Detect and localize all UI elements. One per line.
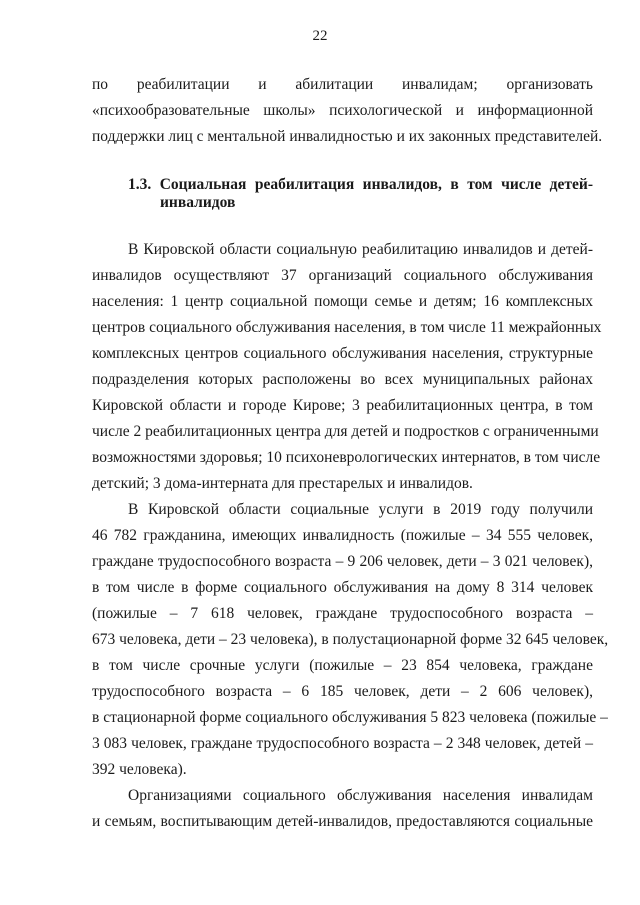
text-line: В Кировской области социальные услуги в 2019 году получили (128, 501, 593, 518)
text-line: В Кировской области социальную реабилитацию инвалидов и детей- (128, 241, 593, 258)
text-line: центров социального обслуживания населения, в том числе 11 межрайонных (92, 319, 602, 336)
text-line: 3 083 человек, граждане трудоспособного возраста – 2 348 человек, детей – (92, 735, 593, 752)
text-line: в том числе в форме социального обслуживания на дому 8 314 человек (92, 579, 593, 596)
page-number: 22 (312, 28, 328, 44)
text-line: Кировской области и городе Кирове; 3 реабилитационных центра, в том (92, 397, 593, 414)
text-line: «психообразовательные школы» психологической и информационной (92, 102, 593, 119)
section-heading-line: инвалидов (160, 194, 236, 211)
text-line: в том числе срочные услуги (пожилые – 23 854 человека, граждане (92, 657, 593, 674)
text-line: трудоспособного возраста – 6 185 человек, дети – 2 606 человек), (92, 683, 593, 700)
text-line: комплексных центров социального обслуживания населения, структурные (92, 345, 593, 362)
text-line: (пожилые – 7 618 человек, граждане трудоспособного возраста – (92, 605, 593, 622)
text-line: Организациями социального обслуживания населения инвалидам (128, 787, 593, 804)
text-line: детский; 3 дома-интерната для престарелых и инвалидов. (92, 475, 473, 492)
text-line: населения: 1 центр социальной помощи семье и детям; 16 комплексных (92, 293, 593, 310)
text-line: 46 782 гражданина, имеющих инвалидность (пожилые – 34 555 человек, (92, 527, 593, 544)
text-line: граждане трудоспособного возраста – 9 206 человек, дети – 3 021 человек), (92, 553, 593, 570)
text-line: 392 человека). (92, 761, 187, 778)
text-line: поддержки лиц с ментальной инвалидностью и их законных представителей. (92, 128, 603, 145)
text-line: и семьям, воспитывающим детей-инвалидов, предоставляются социальные (92, 813, 593, 830)
text-line: по реабилитации и абилитации инвалидам; организовать (92, 76, 593, 93)
section-heading-line: 1.3. Социальная реабилитация инвалидов, в том числе детей- (128, 176, 593, 193)
text-line: 673 человека, дети – 23 человека), в полустационарной форме 32 645 человек, (92, 631, 609, 648)
text-line: в стационарной форме социального обслуживания 5 823 человека (пожилые – (92, 709, 608, 726)
text-line: подразделения которых расположены во всех муниципальных районах (92, 371, 593, 388)
text-line: инвалидов осуществляют 37 организаций социального обслуживания (92, 267, 593, 284)
text-line: числе 2 реабилитационных центра для детей и подростков с ограниченными (92, 423, 599, 440)
text-line: возможностями здоровья; 10 психоневрологических интернатов, в том числе (92, 449, 601, 466)
